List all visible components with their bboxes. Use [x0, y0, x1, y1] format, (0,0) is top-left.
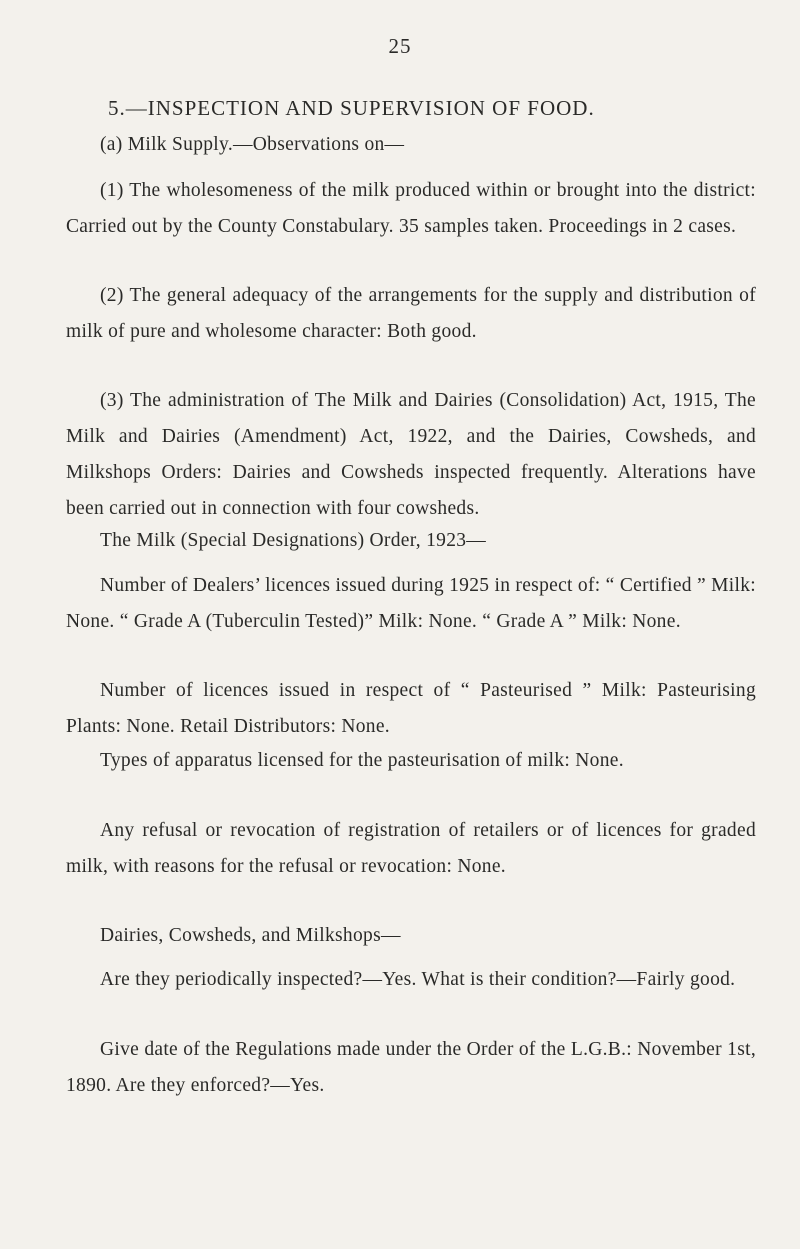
paragraph-item-3: (3) The administration of The Milk and Dairies (Consolidation) Act, 1915, The Milk and Dairies (Amendment) Act, 1922, and the Dairies, Cowsheds, and Milkshops Orders: Dairies and Cowsheds inspected frequently. Alterations have been carried out in connection with four cowsheds. — [66, 390, 756, 519]
paragraph-dealers-licences: Number of Dealers’ licences issued during 1925 in respect of: “ Certified ” Milk: None. “ Grade A (Tuberculin Tested)” Milk: None. “ Grade A ” Milk: None. — [66, 575, 756, 632]
paragraph-pasteurised-licences: Number of licences issued in respect of “ Pasteurised ” Milk: Pasteurising Plants: None. Retail Distributors: None. — [66, 680, 756, 737]
dairies-heading: Dairies, Cowsheds, and Milkshops— — [100, 925, 401, 946]
paragraph-refusal: Any refusal or revocation of registration of retailers or of licences for graded milk, with reasons for the refusal or revocation: None. — [66, 820, 756, 877]
paragraph-apparatus-types: Types of apparatus licensed for the pasteurisation of milk: None. — [100, 750, 624, 771]
special-designations-heading: The Milk (Special Designations) Order, 1923— — [100, 530, 487, 551]
paragraph-regulations: Give date of the Regulations made under the Order of the L.G.B.: November 1st, 1890. Are they enforced?—Yes. — [66, 1039, 756, 1096]
paragraph-inspection: Are they periodically inspected?—Yes. What is their condition?—Fairly good. — [100, 969, 736, 990]
page-number: 25 — [388, 34, 412, 58]
section-heading: 5.—INSPECTION AND SUPERVISION OF FOOD. — [108, 96, 595, 120]
milk-supply-intro: (a) Milk Supply.—Observations on— — [100, 134, 405, 155]
paragraph-item-2: (2) The general adequacy of the arrangements for the supply and distribution of milk of pure and wholesome character: Both good. — [66, 285, 756, 342]
paragraph-item-1: (1) The wholesomeness of the milk produced within or brought into the district: Carried out by the County Constabulary. 35 samples taken. Proceedings in 2 cases. — [66, 180, 756, 237]
